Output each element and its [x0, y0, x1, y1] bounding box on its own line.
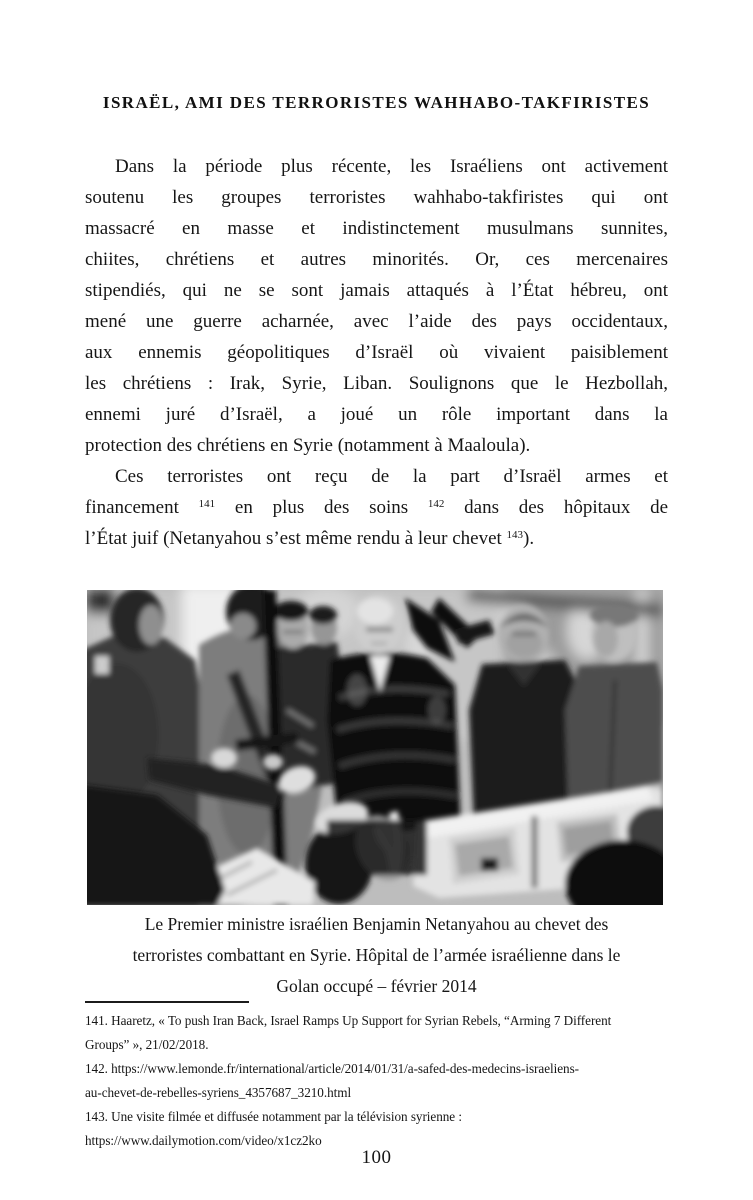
- body-line: mené une guerre acharnée, avec l’aide des pays occidentaux,: [85, 311, 668, 332]
- body-line: chiites, chrétiens et autres minorités. Or, ces mercenaires: [85, 249, 668, 270]
- body-text: [85, 151, 668, 554]
- footnote-line: 143. Une visite filmée et diffusée notamment par la télévision syrienne :: [85, 1109, 462, 1124]
- caption-line: Golan occupé – février 2014: [276, 976, 477, 996]
- body-line: massacré en masse et indistinctement musulmans sunnites,: [85, 218, 668, 239]
- footnote-line: 142. https://www.lemonde.fr/international/article/2014/01/31/a-safed-des-medecins-israeliens-: [85, 1061, 580, 1076]
- body-line: Ces terroristes ont reçu de la part d’Israël armes et: [115, 466, 668, 487]
- body-line: stipendiés, qui ne se sont jamais attaqués à l’État hébreu, ont: [85, 280, 668, 301]
- body-line: soutenu les groupes terroristes wahhabo-takfiristes qui ont: [85, 187, 668, 208]
- footnote-line: Groups” », 21/02/2018.: [85, 1037, 209, 1052]
- footnote-line: 141. Haaretz, « To push Iran Back, Israel Ramps Up Support for Syrian Rebels, “Arming 7 Different: [85, 1013, 612, 1028]
- footnote-line: https://www.dailymotion.com/video/x1cz2ko: [85, 1133, 322, 1148]
- photo-illustration: [87, 590, 663, 905]
- caption-line: terroristes combattant en Syrie. Hôpital de l’armée israélienne dans le: [132, 945, 621, 965]
- hospital-photo: [87, 590, 663, 905]
- chapter-title: ISRAËL, AMI DES TERRORISTES WAHHABO-TAKFIRISTES: [102, 93, 651, 112]
- page-number: 100: [361, 1147, 392, 1168]
- photo-caption: [76, 909, 677, 1002]
- body-line: protection des chrétiens en Syrie (notamment à Maaloula).: [85, 435, 531, 456]
- body-line: Dans la période plus récente, les Israéliens ont activement: [115, 156, 668, 177]
- footnote-rule: [85, 1001, 249, 1003]
- body-line: aux ennemis géopolitiques d’Israël où vivaient paisiblement: [85, 342, 668, 363]
- footnotes: [85, 1009, 668, 1153]
- body-line: financement $^{141}$ en plus des soins $^{142}$ dans des hôpitaux de: [85, 497, 669, 518]
- body-line: l’État juif (Netanyahou s’est même rendu à leur chevet $^{143}$).: [85, 528, 535, 549]
- body-line: ennemi juré d’Israël, a joué un rôle important dans la: [85, 404, 668, 425]
- caption-line: Le Premier ministre israélien Benjamin Netanyahou au chevet des: [144, 914, 609, 934]
- footnote-line: au-chevet-de-rebelles-syriens_4357687_3210.html: [85, 1085, 352, 1100]
- body-line: les chrétiens : Irak, Syrie, Liban. Soulignons que le Hezbollah,: [85, 373, 668, 394]
